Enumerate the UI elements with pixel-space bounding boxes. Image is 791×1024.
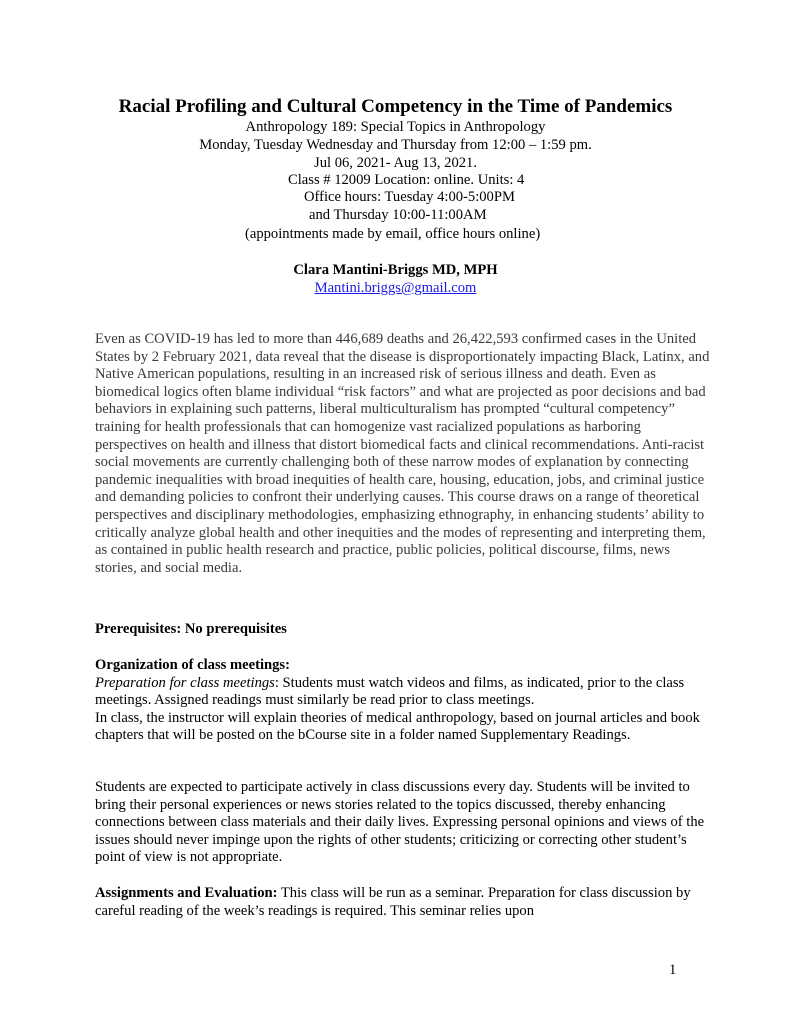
preparation-label: Preparation for class meetings bbox=[95, 674, 275, 691]
class-dates: Jul 06, 2021- Aug 13, 2021. bbox=[314, 155, 477, 171]
assignments-text: This class will be run as a seminar. Preparation for class discussion by careful reading of the week’s readings is required. This seminar relies upon bbox=[95, 885, 691, 919]
course-description: Even as COVID-19 has led to more than 446,689 deaths and 26,422,593 confirmed cases in the United States by 2 February 2021, data reveal that the disease is disproportionately impacting Black, Latinx, and Native American populations, resulting in an increased risk of serious illness and death. Even as biomedical logics often blame individual “risk factors” and what are projected as poor decisions and bad behaviors in explaining such patterns, liberal multiculturalism has prompted “cultural competency” training for health professionals that can homogenize vast racialized populations as harboring perspectives on health and illness that distort biomedical facts and clinical recommendations. Anti-racist social movements are currently challenging both of these narrow modes of explanation by connecting pandemic inequalities with broad inequities of health care, housing, education, jobs, and criminal justice and demanding policies to confront their underlying causes. This course draws on a range of theoretical perspectives and disciplinary methodologies, emphasizing ethnography, in enhancing students’ ability to critically analyze global health and other inequities and the modes of representing and interpreting them, as contained in public health research and practice, public policies, political discourse, films, news stories, and social media. bbox=[95, 331, 710, 576]
office-hours-line-2: and Thursday 10:00-11:00AM bbox=[309, 207, 487, 223]
class-schedule: Monday, Tuesday Wednesday and Thursday from 12:00 – 1:59 pm. bbox=[199, 137, 592, 153]
appointments-note: (appointments made by email, office hours online) bbox=[245, 226, 541, 242]
instructor-email-link[interactable]: Mantini.briggs@gmail.com bbox=[314, 280, 477, 296]
preparation-text: : Students must watch videos and films, as indicated, prior to the class meetings. Assigned readings must similarly be read prior to class meetings. bbox=[95, 674, 685, 709]
preparation-paragraph bbox=[95, 675, 705, 710]
page-number: 1 bbox=[669, 962, 677, 978]
in-class-paragraph: In class, the instructor will explain theories of medical anthropology, based on journal articles and book chapters that will be posted on the bCourse site in a folder named Supplementary Readings. bbox=[95, 709, 700, 744]
prerequisites: Prerequisites: No prerequisites bbox=[95, 621, 287, 637]
document-title: Racial Profiling and Cultural Competency in the Time of Pandemics bbox=[118, 96, 673, 117]
organization-heading: Organization of class meetings: bbox=[95, 657, 290, 673]
assignments-paragraph bbox=[95, 885, 705, 920]
class-info: Class # 12009 Location: online. Units: 4 bbox=[288, 172, 525, 188]
participation-paragraph: Students are expected to participate actively in class discussions every day. Students will be invited to bring their personal experiences or news stories related to the topics discussed, thereby enhancing connections between class materials and their daily lives. Expressing personal opinions and views of the issues should never impinge upon the rights of other students; criticizing or correcting other student’s point of view is not appropriate. bbox=[95, 779, 705, 866]
course-name: Anthropology 189: Special Topics in Anthropology bbox=[245, 119, 546, 135]
instructor-name: Clara Mantini-Briggs MD, MPH bbox=[293, 262, 498, 278]
office-hours-line-1: Office hours: Tuesday 4:00-5:00PM bbox=[304, 189, 515, 205]
assignments-label: Assignments and Evaluation: bbox=[95, 885, 278, 901]
organization-section bbox=[95, 657, 705, 745]
